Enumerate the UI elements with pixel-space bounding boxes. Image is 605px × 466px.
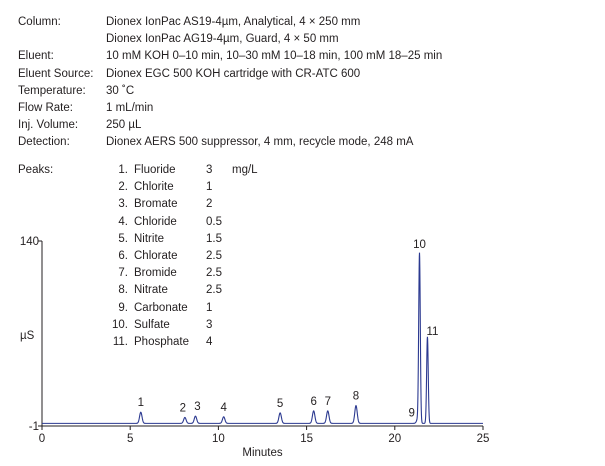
peak-label: 8 — [352, 390, 360, 403]
peak-concentration: 3 — [206, 318, 213, 331]
y-tick-label: -1 — [28, 421, 39, 433]
peak-label: 11 — [426, 325, 439, 338]
x-tick-label: 0 — [38, 433, 46, 445]
peak-label: 5 — [276, 397, 284, 410]
peak-unit: mg/L — [232, 164, 258, 176]
peak-label: 3 — [194, 401, 201, 414]
peak-name: Chlorite — [134, 181, 174, 194]
condition-label: Flow Rate: — [18, 102, 73, 115]
peak-concentration: 0.5 — [206, 215, 222, 228]
peak-label: 7 — [324, 395, 331, 408]
peak-concentration: 1 — [206, 181, 213, 194]
condition-value: Dionex EGC 500 KOH cartridge with CR-ATC 600 — [106, 67, 361, 80]
peak-name: Nitrite — [134, 232, 165, 245]
x-tick-label: 15 — [300, 433, 313, 445]
condition-label: Eluent: — [18, 50, 54, 63]
peak-name: Sulfate — [134, 318, 170, 331]
condition-value: Dionex AERS 500 suppressor, 4 mm, recycle mode, 248 mA — [106, 136, 414, 149]
peak-concentration: 2 — [206, 198, 213, 211]
peak-concentration: 2.5 — [206, 250, 222, 263]
condition-value: Dionex IonPac AG19-4µm, Guard, 4 × 50 mm — [106, 33, 339, 46]
peak-name: Chlorate — [134, 250, 178, 263]
condition-value: Dionex IonPac AS19-4µm, Analytical, 4 × 250 mm — [106, 16, 361, 28]
y-tick-label: 140 — [19, 236, 39, 248]
condition-label: Inj. Volume: — [18, 119, 79, 132]
peak-concentration: 1.5 — [206, 232, 222, 245]
peak-name: Nitrate — [134, 284, 168, 297]
peak-label: 2 — [179, 402, 187, 415]
peak-concentration: 3 — [206, 164, 213, 176]
peaks-label: Peaks: — [18, 164, 54, 176]
peak-name: Bromide — [134, 267, 177, 280]
condition-label: Temperature: — [18, 84, 86, 97]
peak-label: 10 — [413, 239, 426, 252]
peak-number: 7. — [118, 267, 128, 280]
y-axis-label: µS — [20, 330, 35, 342]
x-axis-label: Minutes — [242, 447, 283, 459]
peak-concentration: 2.5 — [206, 284, 222, 297]
peak-name: Fluoride — [134, 164, 176, 176]
peak-number: 1. — [118, 164, 128, 176]
condition-value: 250 µL — [106, 119, 142, 132]
peak-label: 6 — [310, 395, 317, 408]
x-tick-label: 10 — [212, 433, 225, 445]
peak-number: 9. — [118, 301, 128, 314]
peak-name: Chloride — [134, 215, 177, 228]
peak-number: 4. — [118, 215, 128, 228]
peak-name: Phosphate — [134, 336, 189, 349]
peak-number: 10. — [112, 318, 128, 331]
condition-label: Detection: — [18, 136, 70, 149]
condition-label: Eluent Source: — [18, 67, 94, 80]
peak-label: 1 — [137, 397, 144, 410]
peak-number: 3. — [118, 198, 128, 211]
peak-number: 8. — [118, 284, 128, 297]
peak-concentration: 2.5 — [206, 267, 222, 280]
peak-concentration: 4 — [206, 336, 213, 349]
x-tick-label: 20 — [388, 433, 402, 445]
peak-name: Bromate — [134, 198, 178, 211]
peak-label: 9 — [408, 407, 415, 420]
condition-value: 10 mM KOH 0–10 min, 10–30 mM 10–18 min, 100 mM 18–25 min — [106, 50, 443, 63]
chromatogram-trace — [42, 253, 483, 424]
x-tick-label: 5 — [126, 433, 134, 445]
peak-number: 11. — [112, 336, 128, 349]
x-tick-label: 25 — [476, 433, 490, 445]
peak-label: 4 — [220, 401, 227, 414]
peak-concentration: 1 — [206, 301, 213, 314]
condition-value: 30 ˚C — [106, 84, 135, 97]
peak-number: 5. — [118, 232, 128, 245]
peak-number: 2. — [118, 181, 128, 194]
condition-label: Column: — [18, 16, 61, 28]
peak-name: Carbonate — [134, 301, 188, 314]
peak-number: 6. — [118, 250, 128, 263]
condition-value: 1 mL/min — [106, 102, 154, 115]
